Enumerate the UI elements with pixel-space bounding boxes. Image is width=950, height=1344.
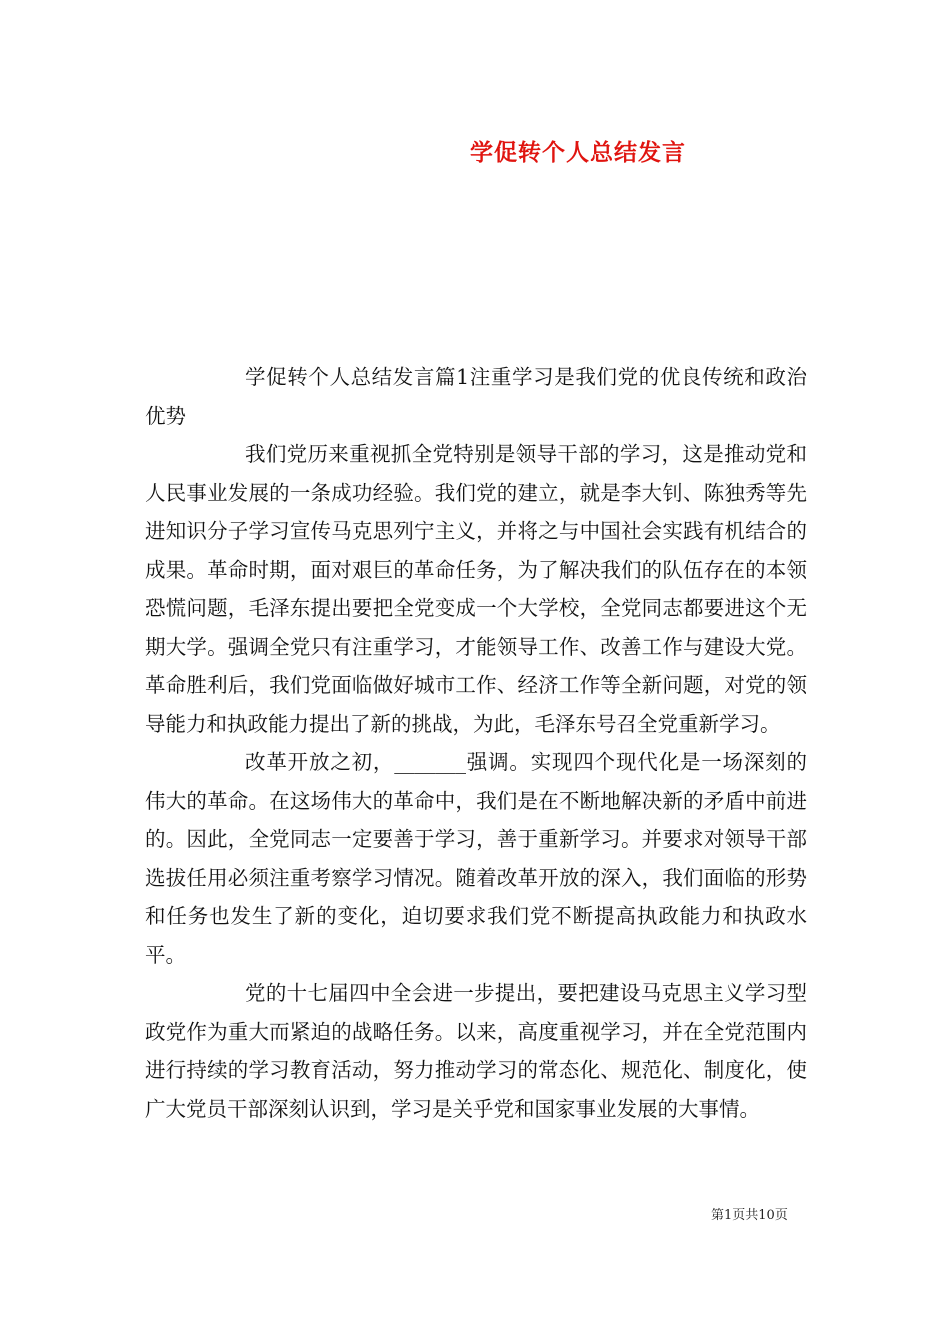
page-number-footer: 第1页共10页	[711, 1208, 788, 1223]
document-title: 学促转个人总结发言	[470, 140, 686, 166]
paragraph: 党的十七届四中全会进一步提出，要把建设马克思主义学习型政党作为重大而紧迫的战略任务。以来，高度重视学习，并在全党范围内进行持续的学习教育活动，努力推动学习的常态化、规范化、制度化，使广大党员干部深刻认识到，学习是关乎党和国家事业发展的大事情。	[145, 981, 807, 1121]
paragraph: 我们党历来重视抓全党特别是领导干部的学习，这是推动党和人民事业发展的一条成功经验。我们党的建立，就是李大钊、陈独秀等先进知识分子学习宣传马克思列宁主义，并将之与中国社会实践有机结合的成果。革命时期，面对艰巨的革命任务，为了解决我们的队伍存在的本领恐慌问题，毛泽东提出要把全党变成一个大学校，全党同志都要进这个无期大学。强调全党只有注重学习，才能领导工作、改善工作与建设大党。革命胜利后，我们党面临做好城市工作、经济工作等全新问题，对党的领导能力和执政能力提出了新的挑战，为此，毛泽东号召全党重新学习。	[145, 442, 807, 736]
document-body	[145, 358, 807, 1128]
paragraph: 改革开放之初，_______强调。实现四个现代化是一场深刻的伟大的革命。在这场伟大的革命中，我们是在不断地解决新的矛盾中前进的。因此，全党同志一定要善于学习，善于重新学习。并要求对领导干部选拔任用必须注重考察学习情况。随着改革开放的深入，我们面临的形势和任务也发生了新的变化，迫切要求我们党不断提高执政能力和执政水平。	[145, 750, 807, 967]
paragraph-heading: 学促转个人总结发言篇1注重学习是我们党的优良传统和政治优势	[145, 365, 807, 428]
